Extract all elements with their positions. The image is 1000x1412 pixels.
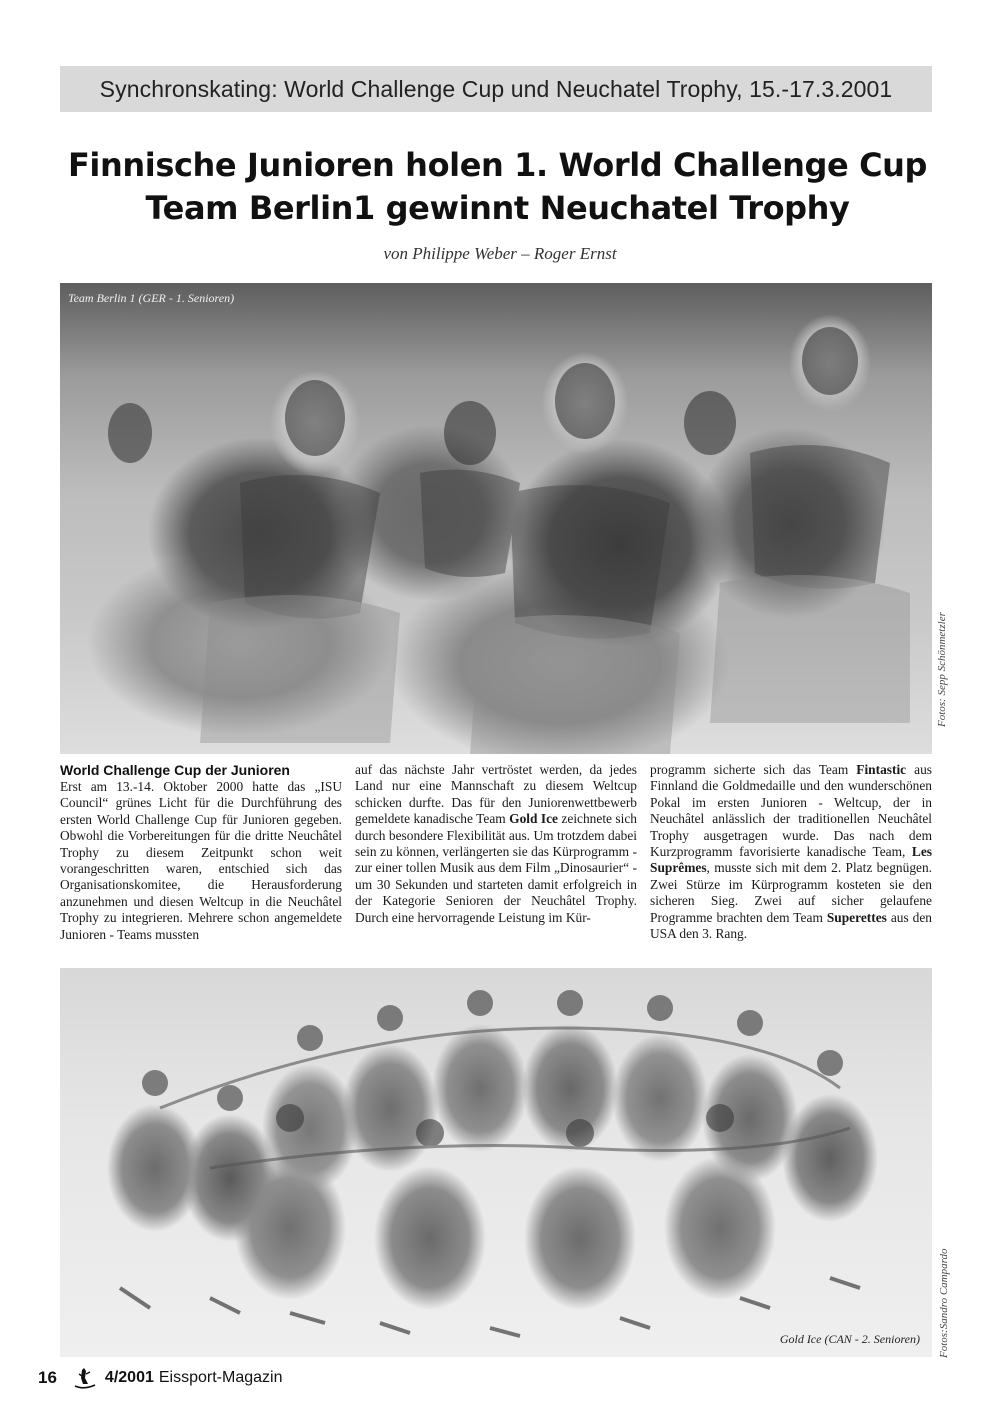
team-name: Fintastic <box>856 762 907 777</box>
skaters-circle-silhouette <box>60 968 932 1357</box>
page-footer <box>38 1366 282 1390</box>
section-banner: Synchronskating: World Challenge Cup und Neuchatel Trophy, 15.-17.3.2001 <box>60 66 932 112</box>
photo-caption: Team Berlin 1 (GER - 1. Senioren) <box>68 291 235 305</box>
section-heading: World Challenge Cup der Junioren <box>60 762 290 778</box>
team-name: Les Suprêmes <box>650 844 932 876</box>
headline-line-1: Finnische Junioren holen 1. World Challenge Cup <box>67 146 928 184</box>
team-berlin-photo <box>60 283 932 754</box>
column-text: aus den USA den 3. Rang. <box>650 909 932 942</box>
magazine-name: Eissport-Magazin <box>158 1369 283 1386</box>
column-text: auf das nächste Jahr vertröstet werden, da jedes Land nur eine Mannschaft zu diesem Weltcup schicken durfte. Das für den Juniorenwettbewerb gemeldete kanadische Team <box>355 762 637 827</box>
photo-caption: Gold Ice (CAN - 2. Senioren) <box>779 1332 920 1346</box>
column-text: aus Finnland die Goldmedaille und den wunderschönen Pokal im ersten Junioren - Weltcup, der in Neuchâtel anlässlich der traditionellen Neuchâtel Trophy ausgetragen wurde. Das nach dem Kurzprogramm favorisierte kanadische Team, <box>650 762 932 860</box>
headline-line-2: Team Berlin1 gewinnt Neuchatel Trophy <box>145 189 850 227</box>
page-number: 16 <box>38 1368 57 1387</box>
photo-credit: Fotos: Sepp Schönmetzler <box>936 612 948 727</box>
headline <box>40 144 955 230</box>
article-column-3 <box>650 762 932 942</box>
column-text: , musste sich mit dem 2. Platz begnügen. Zwei Stürze im Kürprogramm kosteten sie den sicheren Sieg. Zwei auf sicher gelaufene Programme brachten dem Team <box>650 860 932 925</box>
byline: von Philippe Weber – Roger Ernst <box>383 244 617 263</box>
gold-ice-photo <box>60 968 932 1357</box>
column-text: zeichnete sich durch besondere Flexibilität aus. Um trotzdem dabei sein zu können, verlängerten sie das Kürprogramm - zur einer tollen Musik aus dem Film „Dinosaurier“ - um 30 Sekunden und starteten damit erfolgreich in der Kategorie Senioren der Neuchâtel Trophy. Durch eine hervorragende Leistung im Kür- <box>355 811 637 925</box>
article-column-2 <box>355 762 637 926</box>
article-column-1 <box>60 762 342 943</box>
magazine-logo-icon <box>71 1366 97 1390</box>
issue-number: 4/2001 <box>104 1369 154 1386</box>
photo-credit: Fotos:Sandro Campardo <box>938 1248 950 1358</box>
team-name: Gold Ice <box>509 811 558 827</box>
skaters-silhouette <box>60 283 932 754</box>
column-text: Erst am 13.-14. Oktober 2000 hatte das „ISU Council“ grünes Licht für die Durchführung des ersten World Challenge Cup für Junioren gegeben. Obwohl die Vorbereitungen für die dritte Neuchâtel Trophy zu diesem Zeitpunkt schon weit vorangeschritten waren, entschied sich das Organisationskomitee, die Herausforderung anzunehmen und diesen Weltcup in die Neuchâtel Trophy zu integrieren. Mehrere schon angemeldete Junioren - Teams mussten <box>60 779 342 942</box>
column-text: programm sicherte sich das Team <box>650 762 857 777</box>
team-name: Superettes <box>826 909 887 925</box>
